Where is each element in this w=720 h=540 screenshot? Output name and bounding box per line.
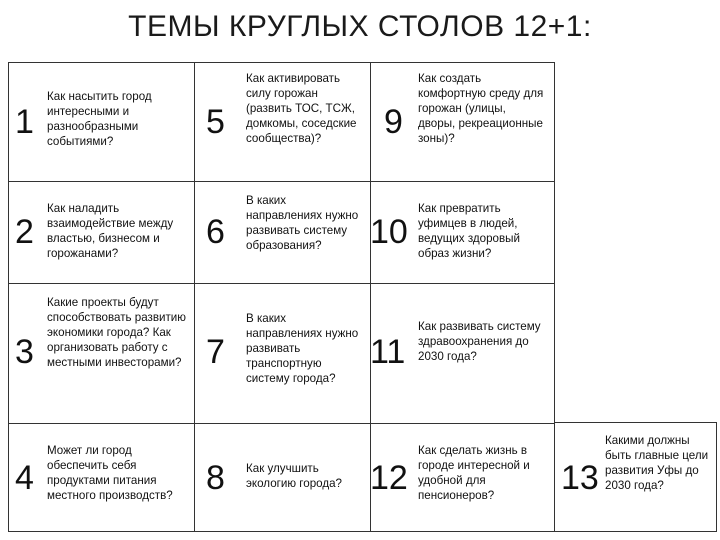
topic-cell-2 <box>9 181 194 283</box>
topic-cell-6 <box>194 181 370 283</box>
topic-number: 6 <box>206 213 225 251</box>
topic-cell-7 <box>194 283 370 423</box>
topic-text: Какие проекты будут способствовать развитию экономики города? Как организовать работу с местными инвесторами? <box>47 296 186 369</box>
topic-number: 8 <box>206 459 225 497</box>
topic-text: Какими должны быть главные цели развития Уфы до 2030 года? <box>605 434 709 492</box>
topic-cell-8 <box>194 423 370 531</box>
page-title: ТЕМЫ КРУГЛЫХ СТОЛОВ 12+1: <box>128 10 592 43</box>
topic-text: Как создать комфортную среду для горожан (улицы, дворы, рекреационные зоны)? <box>418 72 544 145</box>
topic-number: 7 <box>206 333 225 371</box>
topic-cell-3 <box>9 283 194 423</box>
topic-number: 12 <box>370 459 408 497</box>
topic-text: В каких направлениях нужно развивать транспортную систему города? <box>246 312 359 385</box>
topic-number: 11 <box>370 333 406 371</box>
topic-text: В каких направлениях нужно развивать систему образования? <box>246 194 359 252</box>
topic-text: Может ли город обеспечить себя продуктами питания местного производств? <box>47 444 173 502</box>
topic-number: 4 <box>15 459 34 497</box>
topic-text: Как активировать силу горожан (развить ТОС, ТСЖ, домкомы, соседские сообщества)? <box>246 72 357 145</box>
topic-cell-9 <box>370 63 555 181</box>
topic-cell-12 <box>370 423 555 531</box>
topic-cell-4 <box>9 423 194 531</box>
topic-number: 2 <box>15 213 34 251</box>
topic-cell-11 <box>370 283 555 423</box>
topic-text: Как развивать систему здравоохранения до 2030 года? <box>418 320 541 363</box>
topic-number: 13 <box>561 459 599 497</box>
topic-text: Как сделать жизнь в городе интересной и удобной для пенсионеров? <box>418 444 530 502</box>
topics-grid <box>8 62 555 532</box>
topic-cell-10 <box>370 181 555 283</box>
topic-number: 10 <box>370 213 408 251</box>
topic-cell-13 <box>555 422 717 532</box>
topic-cell-1 <box>9 63 194 181</box>
topic-number: 9 <box>384 103 403 141</box>
topic-number: 3 <box>15 333 34 371</box>
topic-text: Как насытить город интересными и разнообразными событиями? <box>47 90 152 148</box>
topic-text: Как улучшить экологию города? <box>246 462 342 490</box>
topic-text: Как превратить уфимцев в людей, ведущих здоровый образ жизни? <box>418 202 520 260</box>
topic-text: Как наладить взаимодействие между властью, бизнесом и горожанами? <box>47 202 174 260</box>
topic-cell-5 <box>194 63 370 181</box>
topic-number: 5 <box>206 103 225 141</box>
topic-number: 1 <box>15 103 34 141</box>
